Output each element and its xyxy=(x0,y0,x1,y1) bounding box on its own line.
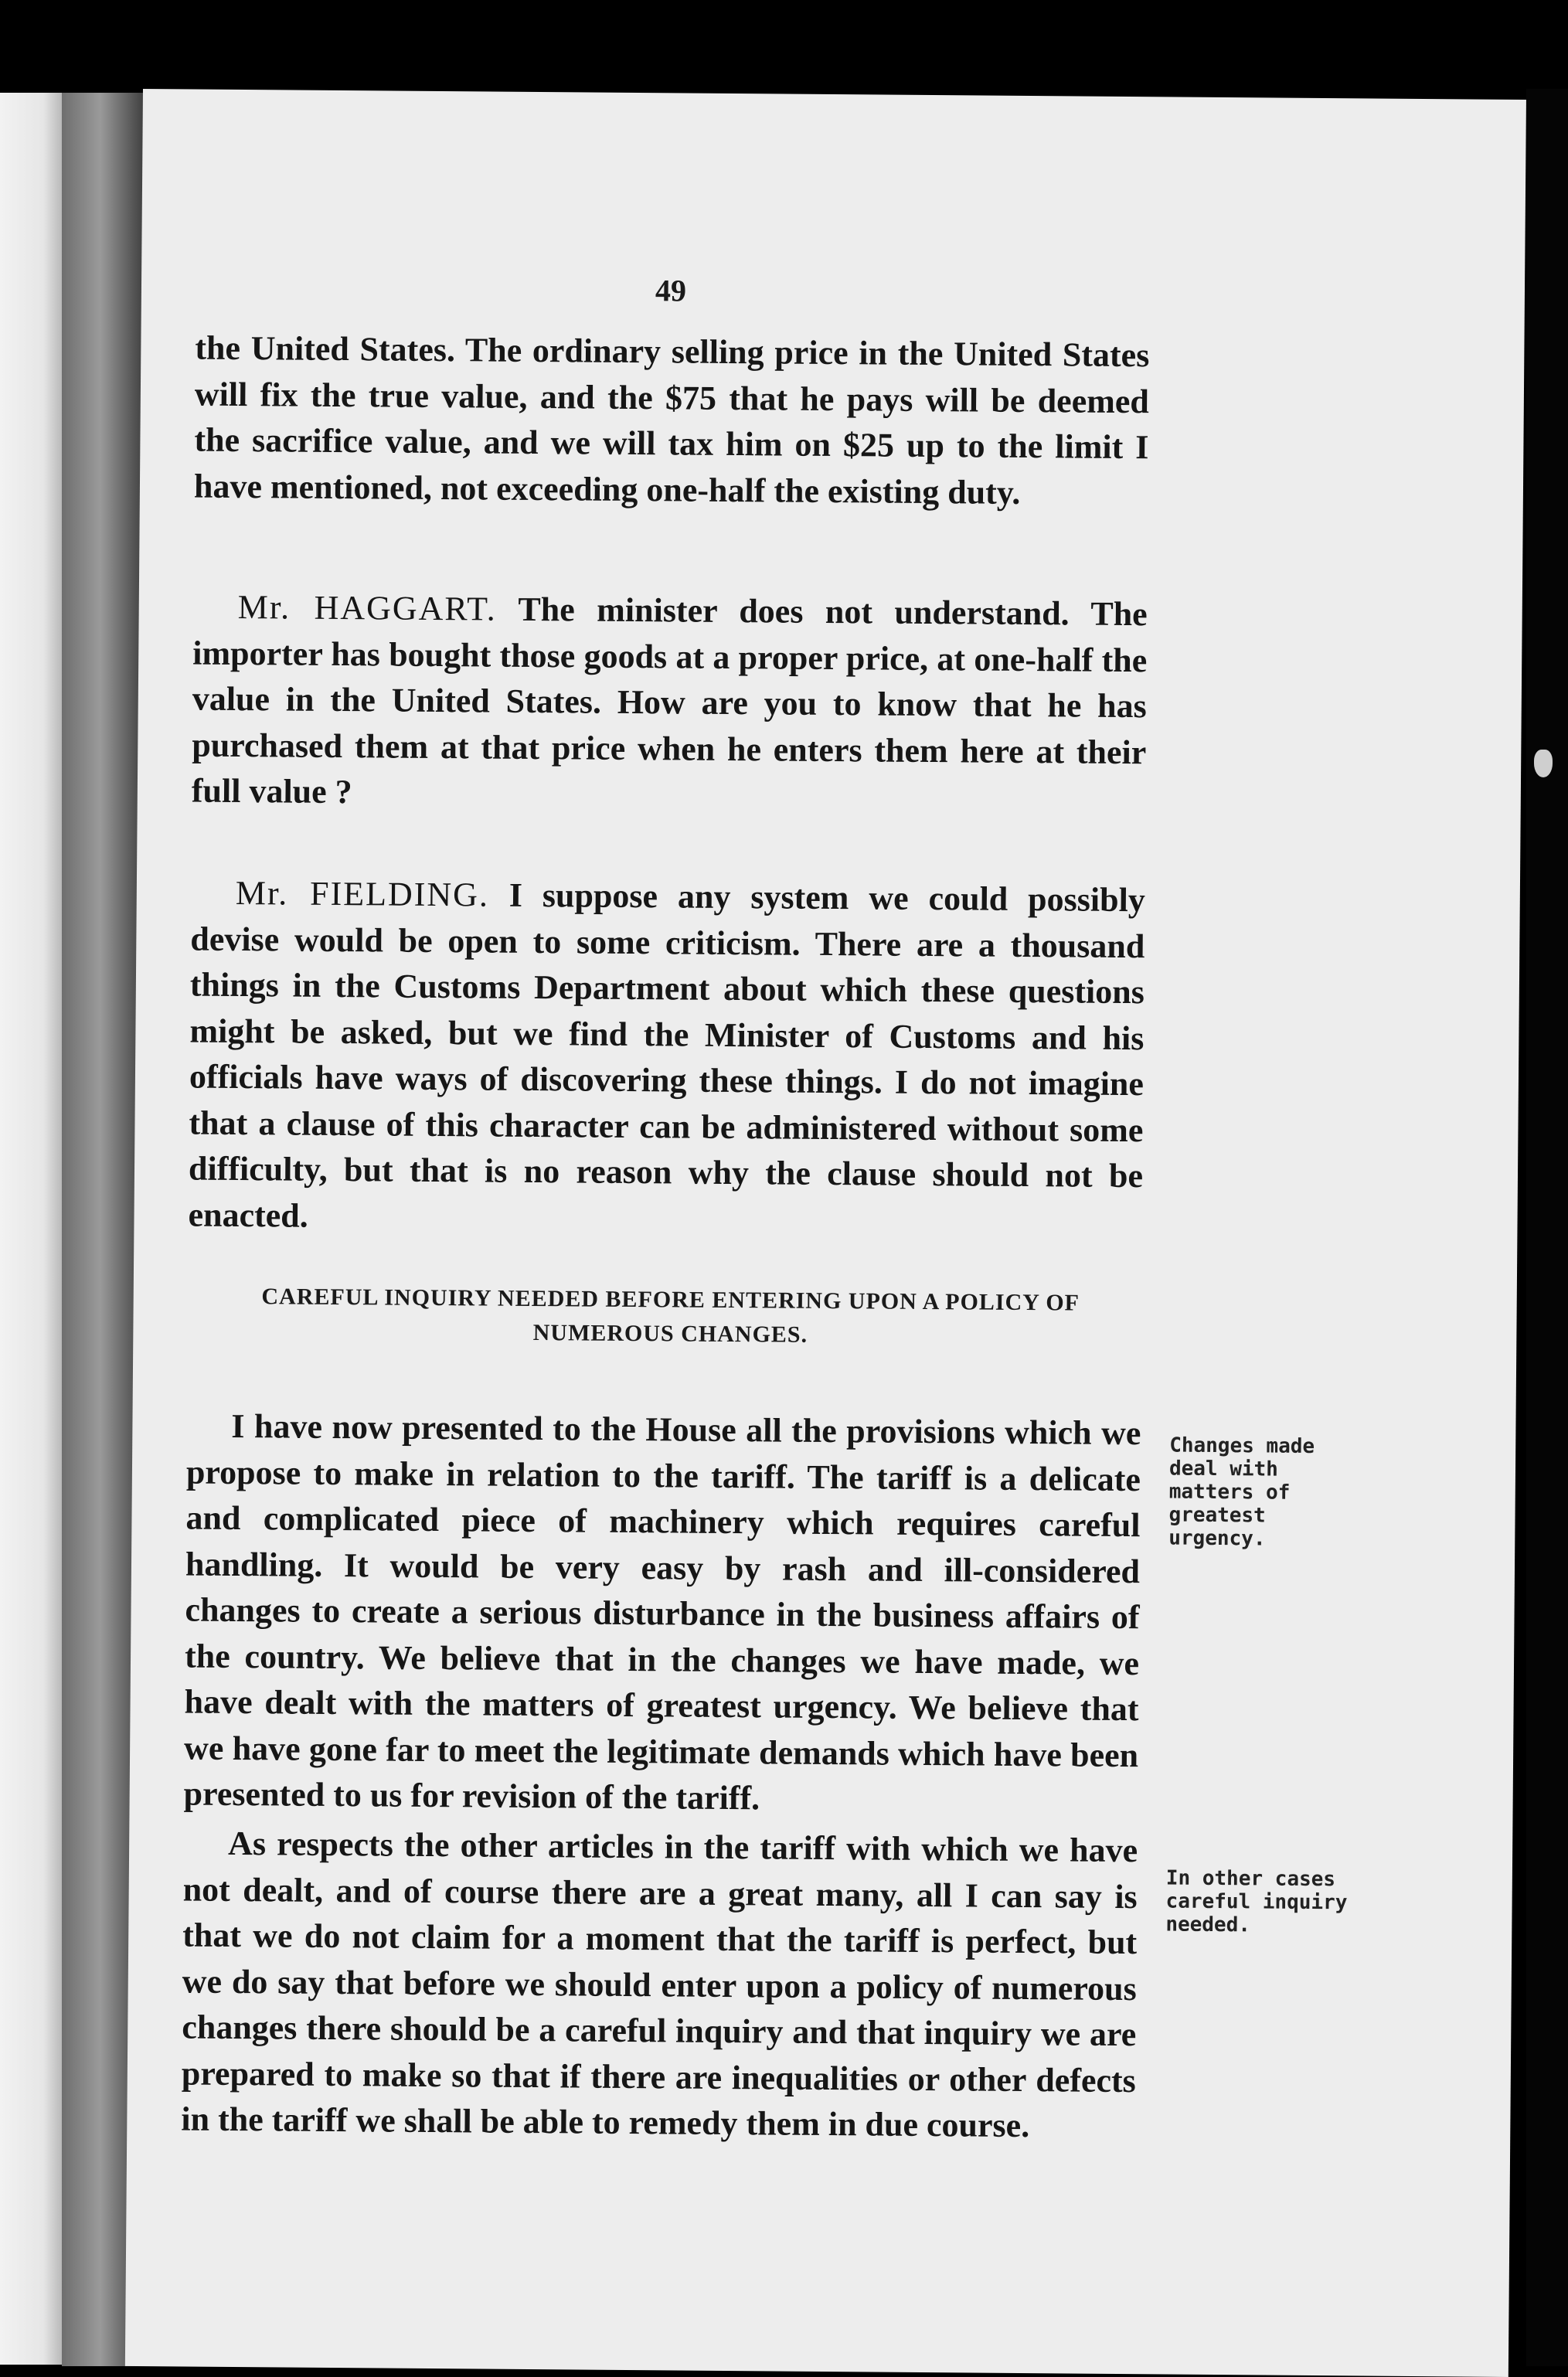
paragraph-3 xyxy=(188,870,1145,1246)
paragraph-1-text: the United States. The ordinary selling price in the United States will fix the true value, and the $75 that he pays will be deemed the sacrifice value, and we will tax him on $25 up to the limit I have mentioned, not exceeding one-half the existing duty. xyxy=(193,328,1150,512)
paragraph-5-text: As respects the other articles in the tariff with which we have not dealt, and of course there are a great many, all I can say is that we do not claim for a moment that the tariff is perfect, but we do say that before we should enter upon a policy of numerous changes there should be a careful inquiry and that inquiry we are prepared to make so that if there are inequalities or other defects in the tariff we shall be able to remedy them in due course. xyxy=(181,1824,1138,2145)
section-heading xyxy=(195,1280,1146,1355)
margin-note-changes: Changes made deal with matters of greatest urgency. xyxy=(1168,1433,1315,1551)
page-number: 49 xyxy=(655,273,687,308)
scan-border xyxy=(1526,89,1568,2366)
paragraph-2 xyxy=(192,584,1148,821)
speaker-haggart: Mr. HAGGART. xyxy=(237,587,497,628)
speaker-fielding: Mr. FIELDING. xyxy=(235,873,490,914)
scan-smudge xyxy=(1534,750,1553,777)
paragraph-3-text: I suppose any system we could possibly devise would be open to some criticism. There are a thousand things in the Customs Department about which these questions might be asked, but we find the Minister of Customs and his officials have ways of discovering these things. I do not imagine that a clause of this character can be administered without some difficulty, but that is no reason why the clause should not be enacted. xyxy=(188,876,1146,1235)
paragraph-haggart xyxy=(192,584,1148,821)
margin-note-inquiry: In other cases careful inquiry needed. xyxy=(1165,1866,1348,1937)
paragraph-4-text: I have now presented to the House all the provisions which we propose to make in relation to the tariff. The tariff is a delicate and complicated piece of machinery which requires careful handling. It would be very easy by rash and ill-considered changes to create a serious disturbance in the business affairs of the country. We believe that in the changes we have made, we have dealt with the matters of greatest urgency. We believe that we have gone far to meet the legitimate demands which have been presented to us for revision of the tariff. xyxy=(183,1406,1141,1818)
paragraph-fielding xyxy=(188,870,1145,1246)
facing-page-edge xyxy=(0,93,62,2365)
paragraph-2-text: The minister does not understand. The importer has bought those goods at a proper price, at one-half the value in the United States. How are you to know that he has purchased them at that price when he enters them here at their full value ? xyxy=(191,590,1148,811)
section-heading-line-1: CAREFUL INQUIRY NEEDED BEFORE ENTERING UPON A POLICY OF xyxy=(261,1284,1080,1316)
paragraph-provisions xyxy=(183,1403,1141,1824)
paragraph-continuation xyxy=(194,325,1150,517)
book-page xyxy=(125,89,1526,2377)
section-heading-line-2: NUMEROUS CHANGES. xyxy=(532,1320,808,1348)
paragraph-other-articles xyxy=(181,1820,1138,2149)
